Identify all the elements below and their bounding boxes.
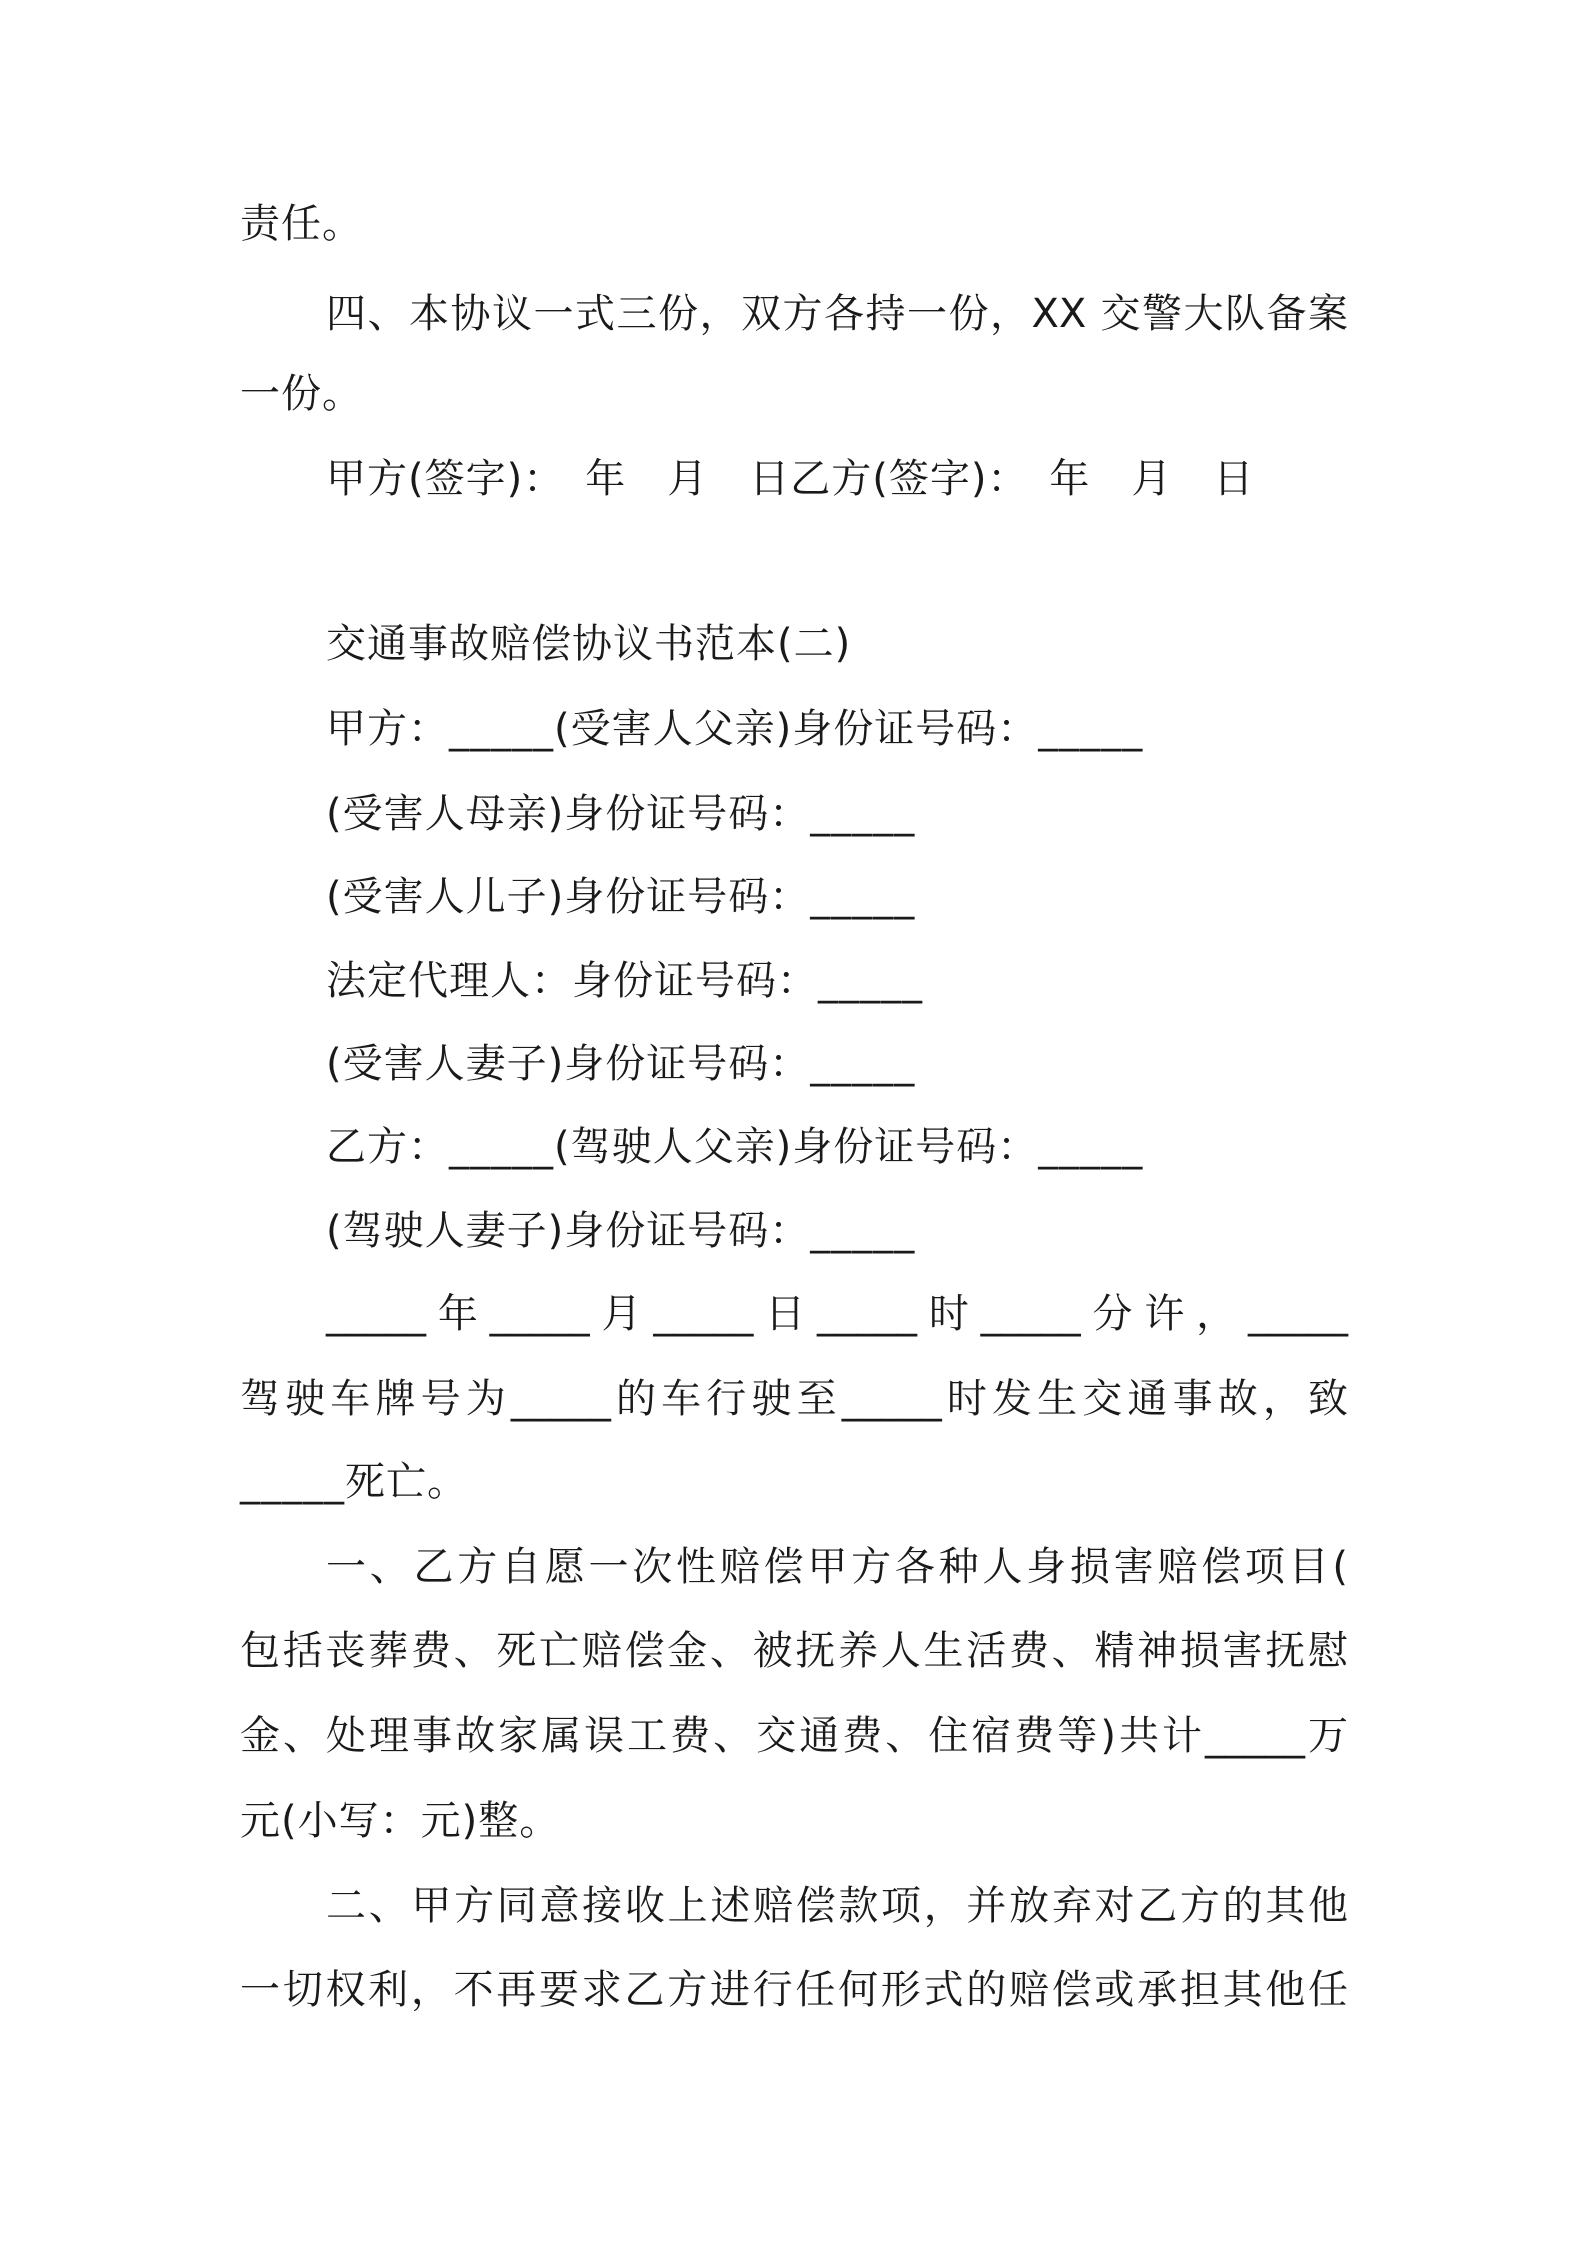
paragraph-line: 乙方：_____(驾驶人父亲)身份证号码：_____ — [326, 1124, 1144, 1170]
paragraph-line: (受害人儿子)身份证号码：_____ — [326, 874, 916, 920]
paragraph-line: 元(小写：元)整。 — [240, 1798, 561, 1844]
paragraph-line: (受害人母亲)身份证号码：_____ — [326, 791, 916, 837]
paragraph-line: 包括丧葬费、死亡赔偿金、被抚养人生活费、精神损害抚慰 — [240, 1628, 1348, 1674]
paragraph-line: 驾驶车牌号为_____的车行驶至_____时发生交通事故，致 — [240, 1376, 1348, 1422]
paragraph-line: (受害人妻子)身份证号码：_____ — [326, 1041, 916, 1087]
signature-line: 甲方(签字)： 年 月 日乙方(签字)： 年 月 日 — [326, 456, 1255, 502]
paragraph-line: 金、处理事故家属误工费、交通费、住宿费等)共计_____万 — [240, 1713, 1348, 1759]
paragraph-line: 四、本协议一式三份，双方各持一份，XX 交警大队备案 — [326, 291, 1348, 337]
paragraph-line: 一份。 — [240, 371, 363, 417]
paragraph-line: 一切权利，不再要求乙方进行任何形式的赔偿或承担其他任 — [240, 1967, 1348, 2013]
paragraph-line: 甲方：_____(受害人父亲)身份证号码：_____ — [326, 706, 1144, 752]
paragraph-line: _____年_____月_____日_____时_____分许，_____ — [326, 1291, 1348, 1337]
paragraph-line: 二、甲方同意接收上述赔偿款项，并放弃对乙方的其他 — [326, 1883, 1348, 1929]
paragraph-line: 法定代理人：身份证号码：_____ — [326, 958, 923, 1004]
paragraph-line: 一、乙方自愿一次性赔偿甲方各种人身损害赔偿项目( — [326, 1544, 1348, 1590]
paragraph-line: _____死亡。 — [240, 1459, 468, 1505]
section-title: 交通事故赔偿协议书范本(二) — [326, 621, 852, 667]
paragraph-line: (驾驶人妻子)身份证号码：_____ — [326, 1208, 916, 1254]
paragraph-line: 责任。 — [240, 201, 363, 247]
